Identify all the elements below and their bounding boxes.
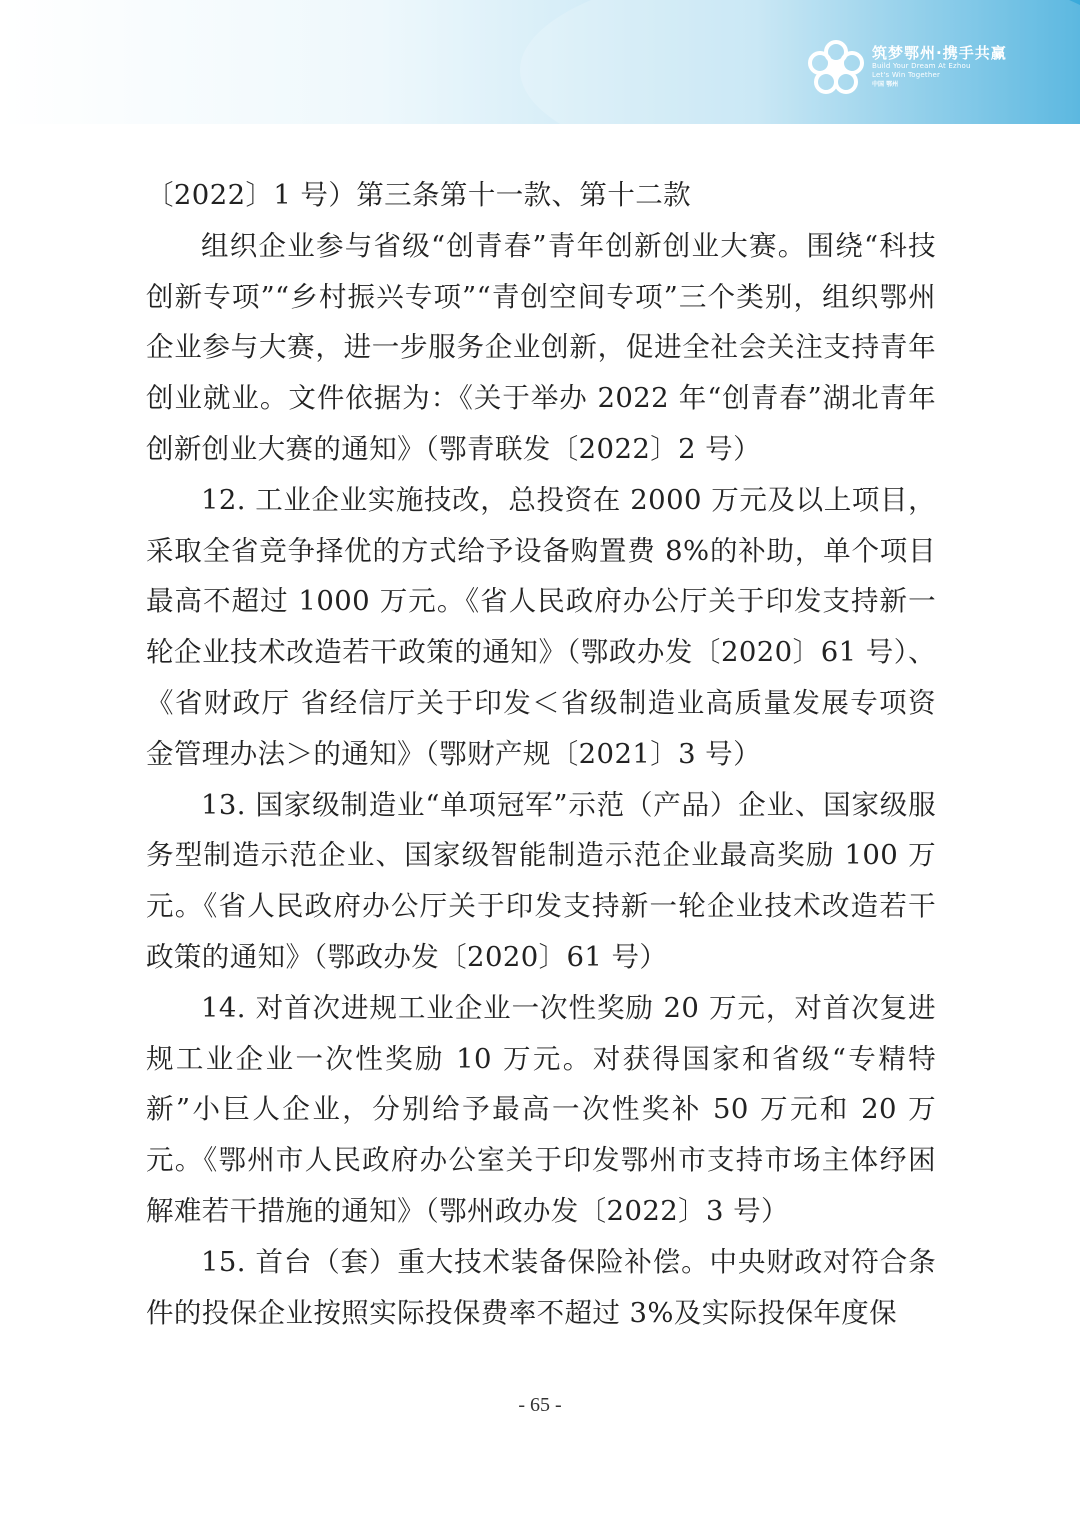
paragraph-item-14: 14. 对首次进规工业企业一次性奖励 20 万元，对首次复进规工业企业一次性奖励 10 万元。对获得国家和省级“专精特新”小巨人企业，分别给予最高一次性奖补 50 万元和 20 万元。《鄂州市人民政府办公室关于印发鄂州市支持市场主体纾困解难若干措施的通知》（鄂州政办发〔2022〕3 号）: [146, 991, 936, 1227]
document-body: [146, 170, 936, 1338]
paragraph-continuation: 〔2022〕1 号）第三条第十一款、第十二款: [146, 179, 692, 211]
slogan-en-1: Build Your Dream At Ezhou: [872, 62, 971, 70]
paragraph-item-13: 13. 国家级制造业“单项冠军”示范（产品）企业、国家级服务型制造示范企业、国家级智能制造示范企业最高奖励 100 万元。《省人民政府办公厅关于印发支持新一轮企业技术改造若干政策的通知》（鄂政办发〔2020〕61 号）: [146, 788, 936, 973]
slogan-location: 中国 鄂州: [872, 81, 899, 88]
ezhou-flower-logo-icon: [805, 38, 867, 100]
page-number: - 65 -: [518, 1394, 562, 1416]
header-band: [0, 0, 1080, 124]
paragraph-item-15: 15. 首台（套）重大技术装备保险补偿。中央财政对符合条件的投保企业按照实际投保费率不超过 3%及实际投保年度保: [146, 1245, 936, 1329]
slogan-en-2: Let's Win Together: [872, 71, 941, 79]
slogan-cn: 筑梦鄂州·携手共赢: [872, 44, 1007, 62]
paragraph-youth-contest: 组织企业参与省级“创青春”青年创新创业大赛。围绕“科技创新专项”“乡村振兴专项”“青创空间专项”三个类别，组织鄂州企业参与大赛，进一步服务企业创新，促进全社会关注支持青年创业就业。文件依据为：《关于举办 2022 年“创青春”湖北青年创新创业大赛的通知》（鄂青联发〔2022〕2 号）: [146, 229, 936, 465]
header-slogan: [872, 44, 1007, 89]
paragraph-item-12: 12. 工业企业实施技改，总投资在 2000 万元及以上项目，采取全省竞争择优的方式给予设备购置费 8%的补助，单个项目最高不超过 1000 万元。《省人民政府办公厅关于印发支持新一轮企业技术改造若干政策的通知》（鄂政办发〔2020〕61 号）、《省财政厅 省经信厅关于印发＜省级制造业高质量发展专项资金管理办法＞的通知》（鄂财产规〔2021〕3 号）: [146, 483, 936, 770]
